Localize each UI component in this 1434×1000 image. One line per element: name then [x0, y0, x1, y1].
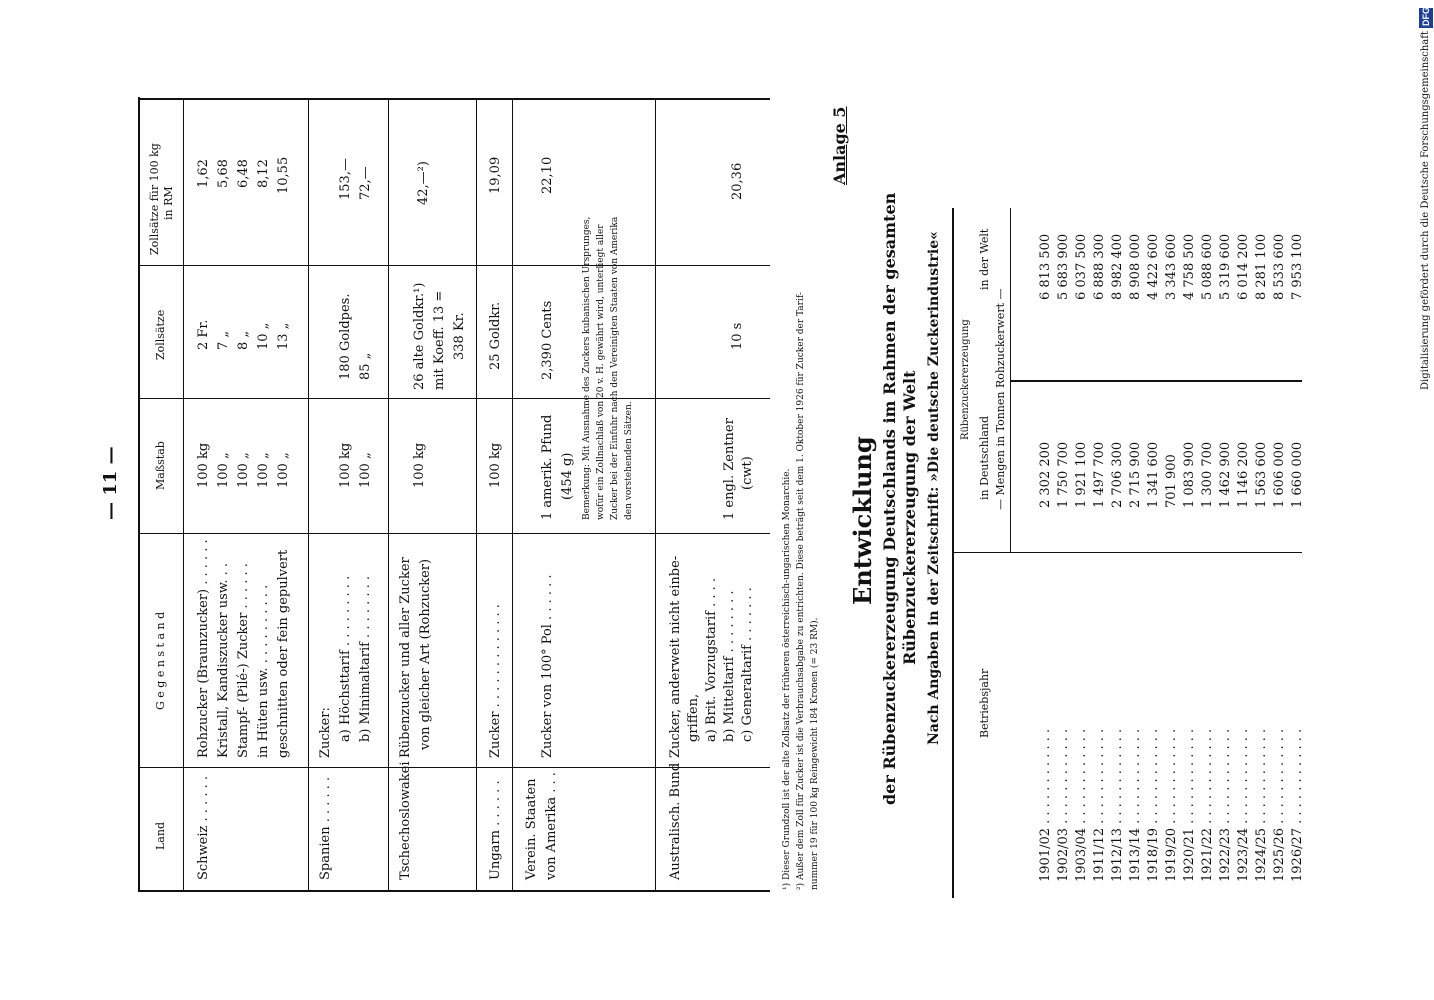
gegenstand-cell: Rübenzucker und aller Zucker — [398, 557, 413, 758]
prod-world-cell: 8 982 400 — [1110, 233, 1125, 300]
row-sep-5 — [655, 98, 656, 890]
header-zollsaetze-rm-2: in RM — [162, 186, 175, 220]
gegenstand-cell: a) Brit. Vorzugstarif . . . . — [704, 577, 719, 742]
zollsatz-cell: mit Koeff. 13 = — [432, 290, 447, 390]
gegenstand-cell: von gleicher Art (Rohzucker) — [418, 558, 433, 750]
gegenstand-cell: Kristall, Kandiszucker usw. . . — [216, 562, 231, 758]
gegenstand-cell: Zucker . . . . . . . . . . . . . — [488, 604, 503, 758]
zollsatz-cell: 8 „ — [236, 330, 251, 350]
prod-world-cell: 4 422 600 — [1146, 233, 1161, 300]
massstab-cell: 100 „ — [358, 452, 373, 488]
gegenstand-cell: Stampf- (Pilé-) Zucker . . . . . . — [236, 563, 251, 758]
header-zollsaetze: Zollsätze — [154, 309, 167, 360]
massstab-cell: 100 „ — [216, 452, 231, 488]
prod-table-top-rule — [952, 208, 954, 898]
section-source: Nach Angaben in der Zeitschrift: »Die deutsche Zuckerindustrie« — [926, 231, 942, 745]
prod-header-group: Rübenzuckererzeugung — [960, 319, 971, 440]
prod-de-cell: 1 497 700 — [1092, 441, 1107, 508]
prod-de-cell: 2 715 900 — [1128, 441, 1143, 508]
table-bottom-rule — [138, 890, 770, 892]
prod-de-cell: 1 341 600 — [1146, 441, 1161, 508]
massstab-cell: 1 engl. Zentner — [722, 418, 737, 520]
massstab-cell: 100 kg — [338, 442, 353, 488]
gegenstand-cell: geschnitten oder fein gepulvert — [276, 549, 291, 758]
prod-year-cell: 1926/27 . . . . . . . . . . . . — [1290, 728, 1305, 882]
gegenstand-cell: Zucker von 100° Pol . . . . . . — [540, 574, 555, 758]
land-usa-2: von Amerika . . . — [544, 772, 559, 880]
row-sep-3 — [476, 98, 477, 890]
prod-year-cell: 1919/20 . . . . . . . . . . . . — [1164, 728, 1179, 882]
prod-de-cell: 1 300 700 — [1200, 441, 1215, 508]
prod-year-cell: 1913/14 . . . . . . . . . . . . — [1128, 728, 1143, 882]
zollsatz-cell: 338 Kr. — [452, 312, 467, 360]
gegenstand-cell: Zucker: — [318, 707, 333, 758]
prod-header-unit: — Mengen in Tonnen Rohzuckerwert — — [994, 288, 1007, 510]
zollsatz-cell: 13 „ — [276, 322, 291, 350]
zollsatz-cell: 25 Goldkr. — [488, 301, 503, 370]
prod-world-cell: 6 037 500 — [1074, 233, 1089, 300]
rm-cell: 6,48 — [236, 159, 251, 188]
zollsatz-cell: 7 „ — [216, 330, 231, 350]
prod-header-world: in der Welt — [978, 228, 991, 290]
land-australien: Australisch. Bund — [668, 762, 683, 880]
prod-world-cell: 6 813 500 — [1038, 233, 1053, 300]
prod-world-cell: 3 343 600 — [1164, 233, 1179, 300]
prod-year-cell: 1911/12 . . . . . . . . . . . . — [1092, 728, 1107, 882]
prod-world-cell: 8 908 000 — [1128, 233, 1143, 300]
rm-cell: 1,62 — [196, 159, 211, 188]
prod-de-cell: 1 660 000 — [1290, 441, 1305, 508]
prod-de-cell: 1 083 900 — [1182, 441, 1197, 508]
prod-de-cell: 2 302 200 — [1038, 441, 1053, 508]
footnote: nummer 19 für 100 kg Reingewicht 184 Kronen (= 23 RM). — [810, 617, 820, 890]
footnote: ¹) Dieser Grundzoll ist der alte Zollsatz der früheren österreichisch-ungarischen Monarchie. — [782, 468, 792, 890]
col-sep-massstab — [138, 398, 770, 399]
prod-de-cell: 1 750 700 — [1056, 441, 1071, 508]
rm-cell: 153,— — [338, 158, 353, 200]
massstab-cell: 1 amerik. Pfund — [540, 414, 555, 520]
section-title: Entwicklung — [848, 436, 877, 605]
prod-year-cell: 1918/19 . . . . . . . . . . . . — [1146, 728, 1161, 882]
page-number: — 11 — — [100, 446, 121, 520]
prod-world-cell: 6 014 200 — [1236, 233, 1251, 300]
land-schweiz: Schweiz . . . . . . — [196, 776, 211, 880]
gegenstand-cell: b) Mitteltarif . . . . . . . . — [722, 590, 737, 742]
massstab-cell: 100 kg — [488, 442, 503, 488]
zollsatz-cell: 85 „ — [358, 352, 373, 380]
dfg-logo — [1419, 8, 1433, 28]
zollsatz-cell: 180 Goldpes. — [338, 293, 353, 380]
prod-de-cell: 1 563 600 — [1254, 441, 1269, 508]
section-subtitle-2: Rübenzuckererzeugung der Welt — [900, 370, 919, 665]
prod-world-cell: 5 088 600 — [1200, 233, 1215, 300]
prod-header-rule — [1010, 208, 1011, 552]
prod-world-cell: 4 758 500 — [1182, 233, 1197, 300]
row-sep-4 — [512, 98, 513, 890]
prod-header-year: Betriebsjahr — [978, 668, 991, 738]
prod-world-cell: 5 683 900 — [1056, 233, 1071, 300]
prod-de-cell: 1 606 000 — [1272, 441, 1287, 508]
gegenstand-cell: in Hüten usw. . . . . . . . . . . — [256, 584, 271, 758]
row-sep-2 — [388, 98, 389, 890]
header-zollsaetze-rm-1: Zollsätze für 100 kg — [148, 143, 161, 255]
prod-year-cell: 1924/25 . . . . . . . . . . . . — [1254, 728, 1269, 882]
prod-year-cell: 1902/03 . . . . . . . . . . . . — [1056, 728, 1071, 882]
massstab-cell: 100 kg — [196, 442, 211, 488]
prod-de-cell: 2 706 300 — [1110, 441, 1125, 508]
gegenstand-cell: Zucker, anderweit nicht einbe- — [668, 555, 683, 758]
table-top-rule — [138, 98, 770, 100]
gegenstand-cell: b) Minimaltarif . . . . . . . . — [358, 575, 373, 742]
rm-cell: 5,68 — [216, 159, 231, 188]
massstab-cell: 100 „ — [236, 452, 251, 488]
land-spanien: Spanien . . . . . . — [318, 776, 333, 880]
rm-cell: 22,10 — [540, 156, 555, 194]
massstab-cell-2: (cwt) — [740, 456, 755, 490]
bemerkung-line: Zucker bei der Einfuhr nach den Vereinigten Staaten von Amerika — [610, 216, 620, 520]
rm-cell: 19,09 — [488, 156, 503, 194]
table-left-rule — [138, 97, 140, 891]
rm-cell: 72,— — [358, 166, 373, 200]
anlage-label: Anlage 5 — [830, 106, 849, 185]
prod-col-sep-year — [952, 552, 1302, 553]
gegenstand-cell: Rohzucker (Braunzucker) . . . . . . — [196, 539, 211, 758]
rm-cell: 10,55 — [276, 156, 291, 194]
prod-world-cell: 8 533 600 — [1272, 233, 1287, 300]
col-sep-gegenstand — [138, 533, 770, 534]
zollsatz-cell: 10 s — [730, 322, 745, 350]
massstab-cell: 100 „ — [256, 452, 271, 488]
prod-world-cell: 5 319 600 — [1218, 233, 1233, 300]
zollsatz-cell: 26 alte Goldkr.¹) — [412, 282, 427, 390]
dfg-logo-text: DFG — [1421, 7, 1431, 26]
massstab-cell: 100 „ — [276, 452, 291, 488]
bemerkung-line: den vorstehenden Sätzen. — [624, 401, 634, 520]
rm-cell: 8,12 — [256, 159, 271, 188]
section-subtitle-1: der Rübenzuckererzeugung Deutschlands im Rahmen der gesamten — [880, 192, 899, 805]
zollsatz-cell: 2,390 Cents — [540, 300, 555, 380]
prod-year-cell: 1923/24 . . . . . . . . . . . . — [1236, 728, 1251, 882]
rm-cell: 42,—²) — [416, 161, 431, 205]
prod-year-cell: 1901/02 . . . . . . . . . . . . — [1038, 728, 1053, 882]
col-sep-zollsatz — [138, 265, 770, 266]
massstab-cell-2: (454 g) — [560, 452, 575, 500]
header-rule — [183, 100, 184, 890]
prod-de-cell: 1 146 200 — [1236, 441, 1251, 508]
land-tschechoslowakei: Tschechoslowakei . — [398, 753, 413, 880]
prod-col-sep-de — [1010, 380, 1302, 382]
bemerkung-line: wofür ein Zollnachlaß von 20 v. H. gewährt wird, unterliegt aller — [596, 224, 606, 520]
footnote: ²) Außer dem Zoll für Zucker ist die Verbrauchsabgabe zu entrichten. Diese beträgt seit dem 1. Oktober 1926 für Zucker der Tarif- — [796, 292, 806, 890]
header-gegenstand: G e g e n s t a n d — [154, 611, 167, 710]
prod-de-cell: 701 900 — [1164, 454, 1179, 508]
bemerkung-line: Bemerkung: Mit Ausnahme des Zuckers kubanischen Ursprunges, — [582, 216, 592, 520]
land-usa: Verein. Staaten — [524, 778, 539, 880]
gegenstand-cell: a) Höchsttarif . . . . . . . . . — [338, 575, 353, 742]
prod-world-cell: 7 953 100 — [1290, 233, 1305, 300]
prod-world-cell: 6 888 300 — [1092, 233, 1107, 300]
zollsatz-cell: 2 Fr. — [196, 319, 211, 350]
massstab-cell: 100 kg — [412, 442, 427, 488]
prod-header-de: in Deutschland — [978, 415, 991, 500]
zollsatz-cell: 10 „ — [256, 322, 271, 350]
prod-world-cell: 8 281 100 — [1254, 233, 1269, 300]
gegenstand-cell: c) Generaltarif . . . . . . . — [740, 587, 755, 742]
prod-de-cell: 1 921 100 — [1074, 441, 1089, 508]
header-massstab: Maßstab — [154, 441, 167, 490]
prod-year-cell: 1912/13 . . . . . . . . . . . . — [1110, 728, 1125, 882]
prod-year-cell: 1903/04 . . . . . . . . . . . . — [1074, 728, 1089, 882]
prod-year-cell: 1920/21 . . . . . . . . . . . . — [1182, 728, 1197, 882]
prod-year-cell: 1925/26 . . . . . . . . . . . . — [1272, 728, 1287, 882]
gegenstand-cell: griffen, — [686, 693, 701, 742]
prod-year-cell: 1921/22 . . . . . . . . . . . . — [1200, 728, 1215, 882]
prod-year-cell: 1922/23 . . . . . . . . . . . . — [1218, 728, 1233, 882]
rm-cell: 20,36 — [730, 162, 745, 200]
header-land: Land — [154, 822, 167, 850]
side-note: Digitalisierung gefördert durch die Deutsche Forschungsgemeinschaft — [1420, 31, 1431, 390]
land-ungarn: Ungarn . . . . . . — [488, 780, 503, 880]
prod-de-cell: 1 462 900 — [1218, 441, 1233, 508]
row-sep-1 — [308, 98, 309, 890]
